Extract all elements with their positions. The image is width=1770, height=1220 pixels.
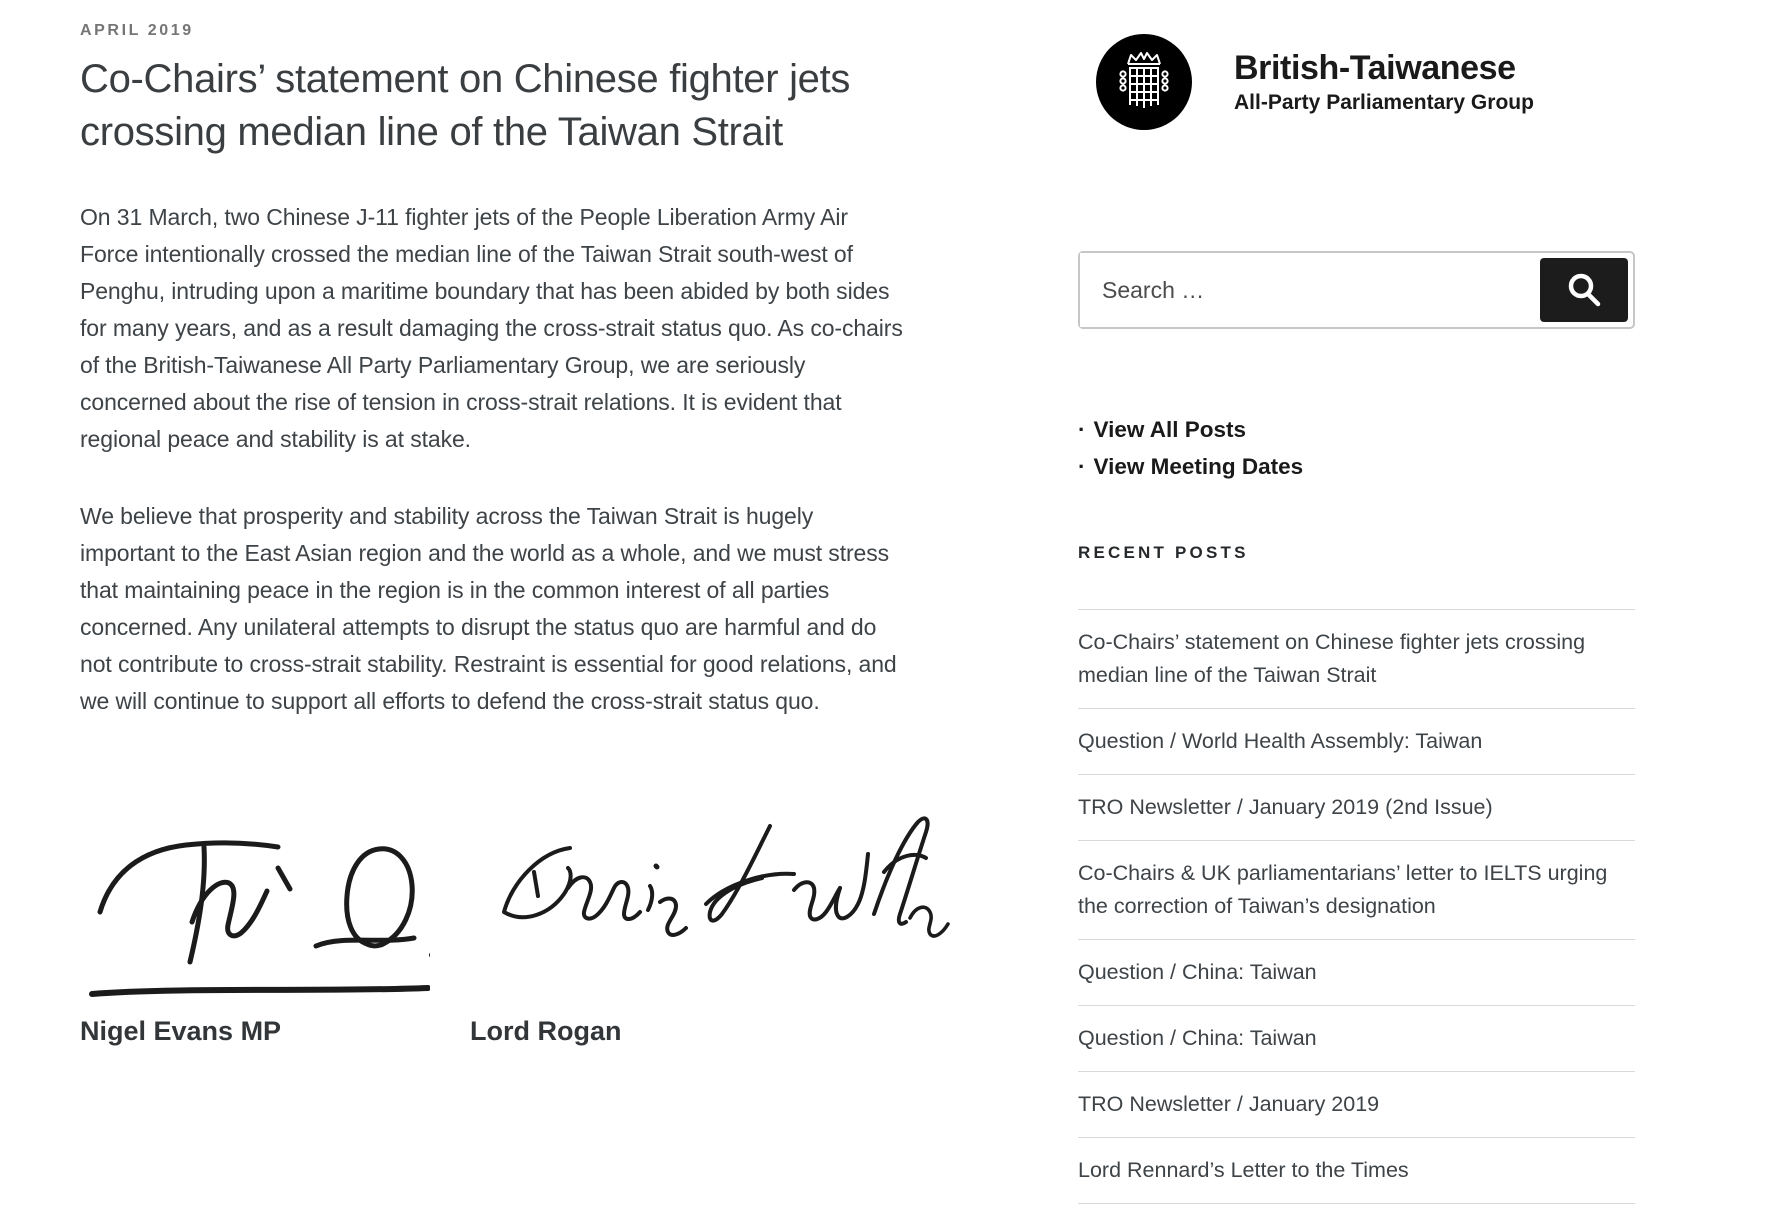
logo-text [1234, 49, 1534, 115]
recent-post-item[interactable]: Question / China: Taiwan [1078, 1005, 1635, 1071]
recent-post-item[interactable]: Question / World Health Assembly: Taiwan [1078, 708, 1635, 774]
search-button[interactable] [1540, 258, 1628, 322]
site-logo[interactable] [1078, 33, 1635, 131]
article [80, 22, 910, 1047]
signatures-row [80, 792, 910, 1047]
signatory-name-1: Nigel Evans MP [80, 1016, 282, 1046]
bullet: · [1078, 417, 1086, 442]
recent-post-item[interactable]: Question / China: Taiwan [1078, 939, 1635, 1005]
portcullis-icon [1114, 50, 1174, 114]
recent-post-item[interactable]: TRO Newsletter / January 2019 (2nd Issue) [1078, 774, 1635, 840]
logo-circle [1096, 34, 1192, 130]
view-meeting-dates-link[interactable] [1078, 448, 1635, 485]
recent-posts-list [1078, 609, 1635, 1204]
search-input[interactable] [1080, 253, 1523, 327]
sidebar [1078, 33, 1635, 1204]
view-all-posts-link[interactable] [1078, 411, 1635, 448]
paragraph-1: On 31 March, two Chinese J-11 fighter jets of the People Liberation Army Air Force intentionally crossed the median line of the Taiwan Strait south-west of Penghu, intruding upon a maritime boundary that has been abided by both sides for many years, and as a result damaging the cross-strait status quo. As co-chairs of the British-Taiwanese All Party Parliamentary Group, we are seriously concerned about the rise of tension in cross-strait relations. It is evident that regional peace and stability is at stake. [80, 204, 903, 452]
nigel-evans-signature [80, 792, 430, 1004]
recent-post-item[interactable]: TRO Newsletter / January 2019 [1078, 1071, 1635, 1137]
recent-post-item[interactable]: Lord Rennard’s Letter to the Times [1078, 1137, 1635, 1203]
bullet: · [1078, 454, 1086, 479]
recent-post-item[interactable]: Co-Chairs’ statement on Chinese fighter jets crossing median line of the Taiwan Strait [1078, 609, 1635, 708]
recent-posts-heading: RECENT POSTS [1078, 543, 1249, 562]
view-meeting-dates-label: View Meeting Dates [1093, 454, 1304, 479]
paragraph-2: We believe that prosperity and stability across the Taiwan Strait is hugely important to the East Asian region and the world as a whole, and we must stress that maintaining peace in the region is in the common interest of all parties concerned. Any unilateral attempts to disrupt the status quo are harmful and do not contribute to cross-strait stability. Restraint is essential for good relations, and we will continue to support all efforts to defend the cross-strait status quo. [80, 503, 897, 714]
signatory-block-2 [470, 792, 950, 1047]
view-all-posts-label: View All Posts [1093, 417, 1247, 442]
logo-title: British-Taiwanese [1234, 49, 1516, 87]
logo-subtitle: All-Party Parliamentary Group [1234, 91, 1534, 114]
search-icon [1564, 270, 1604, 310]
post-title: Co-Chairs’ statement on Chinese fighter jets crossing median line of the Taiwan Strait [80, 57, 851, 154]
signatory-name-2: Lord Rogan [470, 1016, 622, 1046]
search-form [1078, 251, 1635, 329]
post-date: APRIL 2019 [80, 22, 194, 39]
lord-rogan-signature [470, 792, 950, 1004]
signatory-block-1 [80, 792, 430, 1047]
quick-links [1078, 411, 1635, 485]
recent-post-item[interactable]: Co-Chairs & UK parliamentarians’ letter to IELTS urging the correction of Taiwan’s designation [1078, 840, 1635, 939]
